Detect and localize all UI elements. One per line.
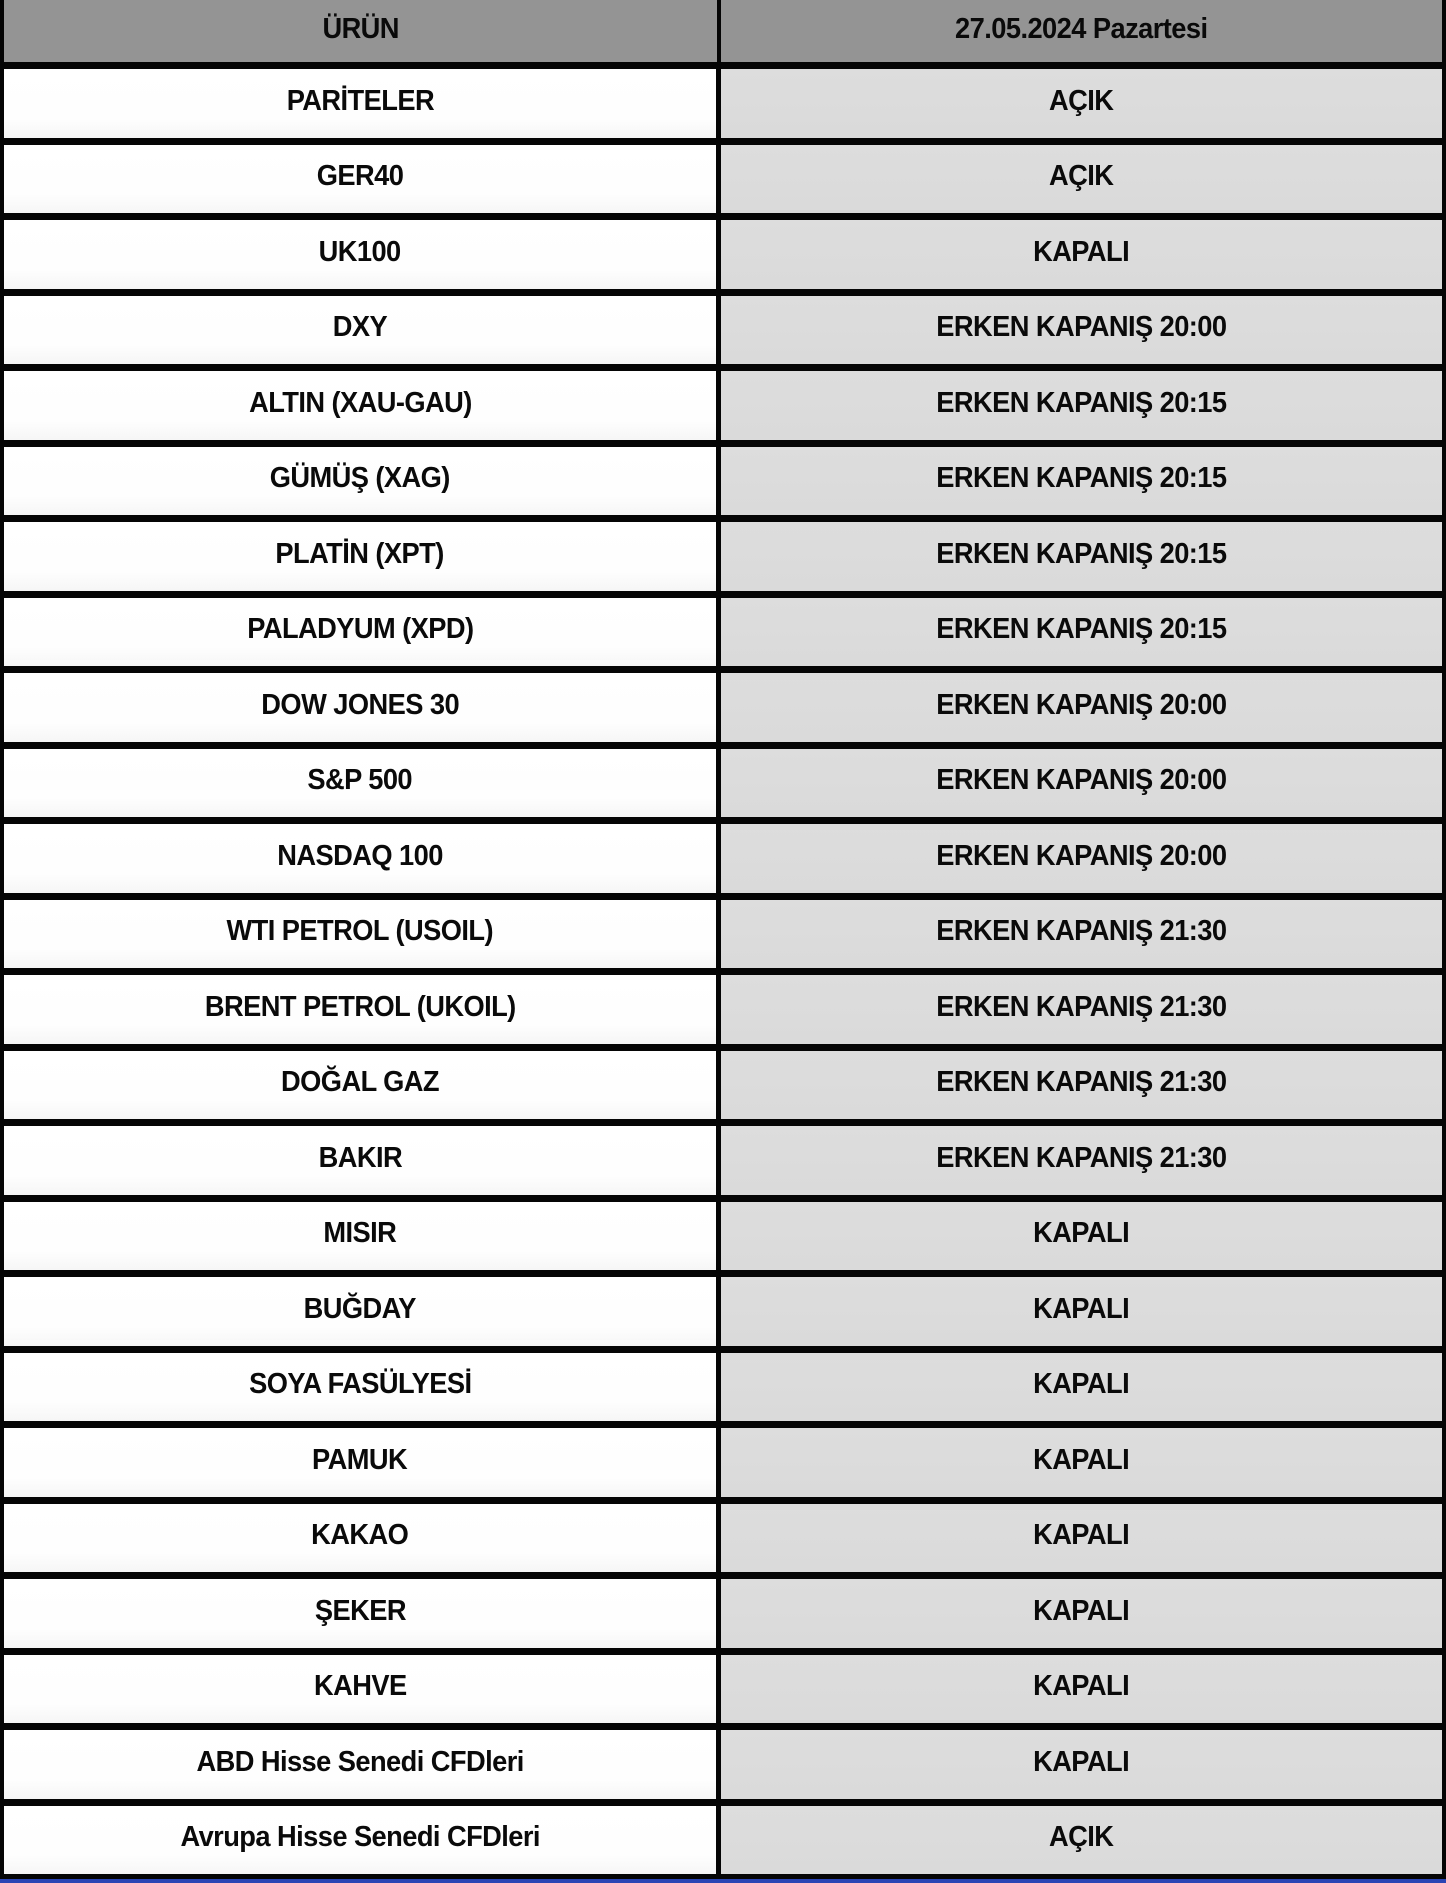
- table-row: [4, 824, 1442, 900]
- status-label: ERKEN KAPANIŞ 20:15: [936, 613, 1227, 646]
- status-cell: [721, 1579, 1442, 1648]
- status-cell: [721, 1655, 1442, 1724]
- status-cell: [721, 296, 1442, 365]
- product-label: DOĞAL GAZ: [281, 1066, 439, 1099]
- product-label: DOW JONES 30: [261, 688, 459, 721]
- product-cell: [4, 371, 721, 440]
- status-cell: [721, 1126, 1442, 1195]
- status-label: ERKEN KAPANIŞ 21:30: [936, 915, 1227, 948]
- product-label: ALTIN (XAU-GAU): [248, 386, 472, 419]
- product-label: GER40: [316, 160, 404, 193]
- status-cell: [721, 1428, 1442, 1497]
- status-label: ERKEN KAPANIŞ 21:30: [936, 1066, 1227, 1099]
- status-label: AÇIK: [1049, 160, 1114, 193]
- status-cell: [721, 598, 1442, 667]
- status-label: KAPALI: [1033, 1443, 1130, 1476]
- table-row: [4, 1730, 1442, 1806]
- product-cell: [4, 1655, 721, 1724]
- status-label: KAPALI: [1033, 1745, 1130, 1778]
- status-label: ERKEN KAPANIŞ 20:00: [936, 764, 1227, 797]
- product-cell: [4, 1353, 721, 1422]
- column-header-date: [721, 0, 1442, 62]
- product-label: DXY: [332, 311, 388, 344]
- product-label: PARİTELER: [286, 84, 434, 117]
- table-row: [4, 522, 1442, 598]
- status-cell: [721, 1353, 1442, 1422]
- product-cell: [4, 220, 721, 289]
- column-header-product-label: ÜRÜN: [322, 12, 399, 45]
- status-cell: [721, 447, 1442, 516]
- table-row: [4, 1655, 1442, 1731]
- product-label: Avrupa Hisse Senedi CFDleri: [180, 1821, 540, 1854]
- status-label: KAPALI: [1033, 1594, 1130, 1627]
- product-cell: [4, 1277, 721, 1346]
- status-cell: [721, 1277, 1442, 1346]
- product-cell: [4, 1051, 721, 1120]
- status-cell: [721, 220, 1442, 289]
- table-row: [4, 975, 1442, 1051]
- table-row: [4, 371, 1442, 447]
- product-cell: [4, 1730, 721, 1799]
- product-cell: [4, 69, 721, 138]
- product-label: KAKAO: [311, 1519, 409, 1552]
- status-cell: [721, 522, 1442, 591]
- status-label: KAPALI: [1033, 1217, 1130, 1250]
- product-label: PALADYUM (XPD): [246, 613, 474, 646]
- status-label: ERKEN KAPANIŞ 20:15: [936, 386, 1227, 419]
- table-row: [4, 598, 1442, 674]
- product-cell: [4, 1202, 721, 1271]
- status-label: ERKEN KAPANIŞ 21:30: [936, 990, 1227, 1023]
- product-label: BRENT PETROL (UKOIL): [204, 990, 516, 1023]
- table-row: [4, 145, 1442, 221]
- product-cell: [4, 1504, 721, 1573]
- status-label: ERKEN KAPANIŞ 20:15: [936, 537, 1227, 570]
- product-cell: [4, 447, 721, 516]
- status-label: ERKEN KAPANIŞ 20:00: [936, 839, 1227, 872]
- status-label: ERKEN KAPANIŞ 21:30: [936, 1141, 1227, 1174]
- status-cell: [721, 371, 1442, 440]
- status-label: KAPALI: [1033, 1670, 1130, 1703]
- status-label: KAPALI: [1033, 1368, 1130, 1401]
- status-label: AÇIK: [1049, 1821, 1114, 1854]
- product-label: NASDAQ 100: [277, 839, 443, 872]
- product-cell: [4, 145, 721, 214]
- product-label: ABD Hisse Senedi CFDleri: [196, 1745, 524, 1778]
- table-row: [4, 69, 1442, 145]
- table-row: [4, 1806, 1442, 1880]
- status-cell: [721, 673, 1442, 742]
- table-row: [4, 220, 1442, 296]
- product-cell: [4, 296, 721, 365]
- product-cell: [4, 598, 721, 667]
- status-label: AÇIK: [1049, 84, 1114, 117]
- status-cell: [721, 145, 1442, 214]
- table-row: [4, 1277, 1442, 1353]
- table-row: [4, 1579, 1442, 1655]
- product-cell: [4, 522, 721, 591]
- product-label: S&P 500: [307, 764, 413, 797]
- status-cell: [721, 1051, 1442, 1120]
- status-label: KAPALI: [1033, 235, 1130, 268]
- product-cell: [4, 673, 721, 742]
- status-cell: [721, 69, 1442, 138]
- status-label: ERKEN KAPANIŞ 20:00: [936, 688, 1227, 721]
- table-row: [4, 296, 1442, 372]
- table-row: [4, 749, 1442, 825]
- status-cell: [721, 1202, 1442, 1271]
- table-row: [4, 1353, 1442, 1429]
- status-cell: [721, 1806, 1442, 1875]
- product-label: PAMUK: [312, 1443, 408, 1476]
- product-label: WTI PETROL (USOIL): [226, 915, 494, 948]
- product-label: KAHVE: [313, 1670, 407, 1703]
- product-label: PLATİN (XPT): [275, 537, 445, 570]
- table-row: [4, 1504, 1442, 1580]
- product-cell: [4, 1428, 721, 1497]
- status-label: KAPALI: [1033, 1519, 1130, 1552]
- product-label: SOYA FASÜLYESİ: [248, 1368, 472, 1401]
- status-cell: [721, 749, 1442, 818]
- product-label: MISIR: [323, 1217, 397, 1250]
- column-header-product: [4, 0, 721, 62]
- product-cell: [4, 1126, 721, 1195]
- status-cell: [721, 824, 1442, 893]
- status-label: KAPALI: [1033, 1292, 1130, 1325]
- status-cell: [721, 900, 1442, 969]
- table-row: [4, 1202, 1442, 1278]
- status-label: ERKEN KAPANIŞ 20:15: [936, 462, 1227, 495]
- product-cell: [4, 975, 721, 1044]
- product-label: UK100: [318, 235, 402, 268]
- table-row: [4, 1051, 1442, 1127]
- product-cell: [4, 749, 721, 818]
- product-label: ŞEKER: [314, 1594, 406, 1627]
- table-row: [4, 673, 1442, 749]
- product-cell: [4, 1579, 721, 1648]
- product-cell: [4, 1806, 721, 1875]
- table-row: [4, 447, 1442, 523]
- table-header-row: [4, 0, 1442, 69]
- column-header-date-label: 27.05.2024 Pazartesi: [955, 12, 1208, 45]
- table-row: [4, 1428, 1442, 1504]
- product-cell: [4, 900, 721, 969]
- table-row: [4, 900, 1442, 976]
- table-row: [4, 1126, 1442, 1202]
- status-label: ERKEN KAPANIŞ 20:00: [936, 311, 1227, 344]
- status-cell: [721, 1730, 1442, 1799]
- status-cell: [721, 1504, 1442, 1573]
- product-label: GÜMÜŞ (XAG): [269, 462, 451, 495]
- product-cell: [4, 824, 721, 893]
- status-cell: [721, 975, 1442, 1044]
- product-label: BUĞDAY: [303, 1292, 417, 1325]
- product-label: BAKIR: [318, 1141, 402, 1174]
- bottom-accent-bar: [0, 1879, 1446, 1883]
